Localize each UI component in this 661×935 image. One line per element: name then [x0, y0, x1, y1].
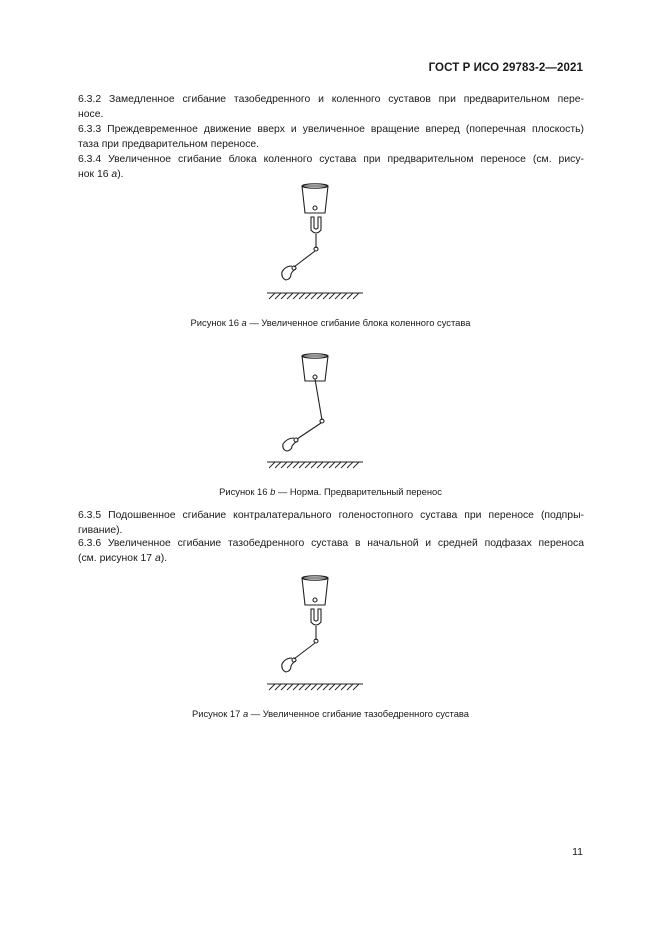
hip-joint-icon: [313, 206, 317, 210]
paragraph-line: 6.3.3 Преждевременное движение вверх и увеличенное вращение вперед (поперечная плоскость): [78, 124, 584, 135]
ground-hatching: [269, 684, 359, 690]
foot-icon: [282, 266, 296, 280]
foot-icon: [282, 658, 296, 672]
page-number: 11: [572, 846, 583, 858]
paragraph-line: таза при предварительном переносе.: [78, 139, 260, 150]
paragraph-6-3-2: [78, 92, 584, 122]
knee-unit-icon: [311, 609, 321, 625]
paragraph-6-3-6: [78, 536, 584, 566]
socket-icon: [302, 578, 328, 605]
figure-16b-caption: Рисунок 16 b — Норма. Предварительный перенос: [219, 486, 442, 497]
paragraph-line: 6.3.4 Увеличенное сгибание блока коленного сустава при предварительном переносе (см. рису-: [78, 154, 584, 165]
paragraph-line: 6.3.5 Подошвенное сгибание контралатерального голеностопного сустава при переносе (подпры-: [78, 510, 584, 521]
hip-joint-icon: [313, 598, 317, 602]
paragraph-line: носе.: [78, 109, 104, 120]
paragraph-6-3-3: [78, 122, 584, 152]
paragraph-line: 6.3.2 Замедленное сгибание тазобедренного и коленного суставов при предварительном пере-: [78, 94, 584, 105]
figure-16a-diagram: [255, 180, 375, 305]
figure-16b-diagram: [255, 348, 375, 473]
document-header-code: ГОСТ Р ИСО 29783-2—2021: [428, 62, 583, 74]
figure-17a-caption: Рисунок 17 а — Увеличенное сгибание тазобедренного сустава: [191, 708, 470, 719]
paragraph-6-3-4: [78, 152, 584, 182]
hip-joint-icon: [313, 375, 317, 379]
foot-icon: [283, 438, 298, 451]
paragraph-line: нок 16 а).: [78, 169, 124, 180]
socket-icon: [302, 356, 328, 381]
paragraph-line: гивание).: [78, 525, 123, 536]
figure-17a-diagram: [255, 572, 375, 697]
figure-16a-caption: Рисунок 16 а — Увеличенное сгибание блока коленного сустава: [190, 317, 471, 328]
socket-icon: [302, 186, 328, 213]
paragraph-line: (см. рисунок 17 а).: [78, 553, 168, 564]
ground-hatching: [269, 293, 359, 299]
ground-hatching: [269, 462, 359, 468]
knee-unit-icon: [311, 217, 321, 233]
paragraph-line: 6.3.6 Увеличенное сгибание тазобедренного сустава в начальной и средней подфазах переноса: [78, 538, 584, 549]
paragraph-6-3-5: [78, 508, 584, 538]
